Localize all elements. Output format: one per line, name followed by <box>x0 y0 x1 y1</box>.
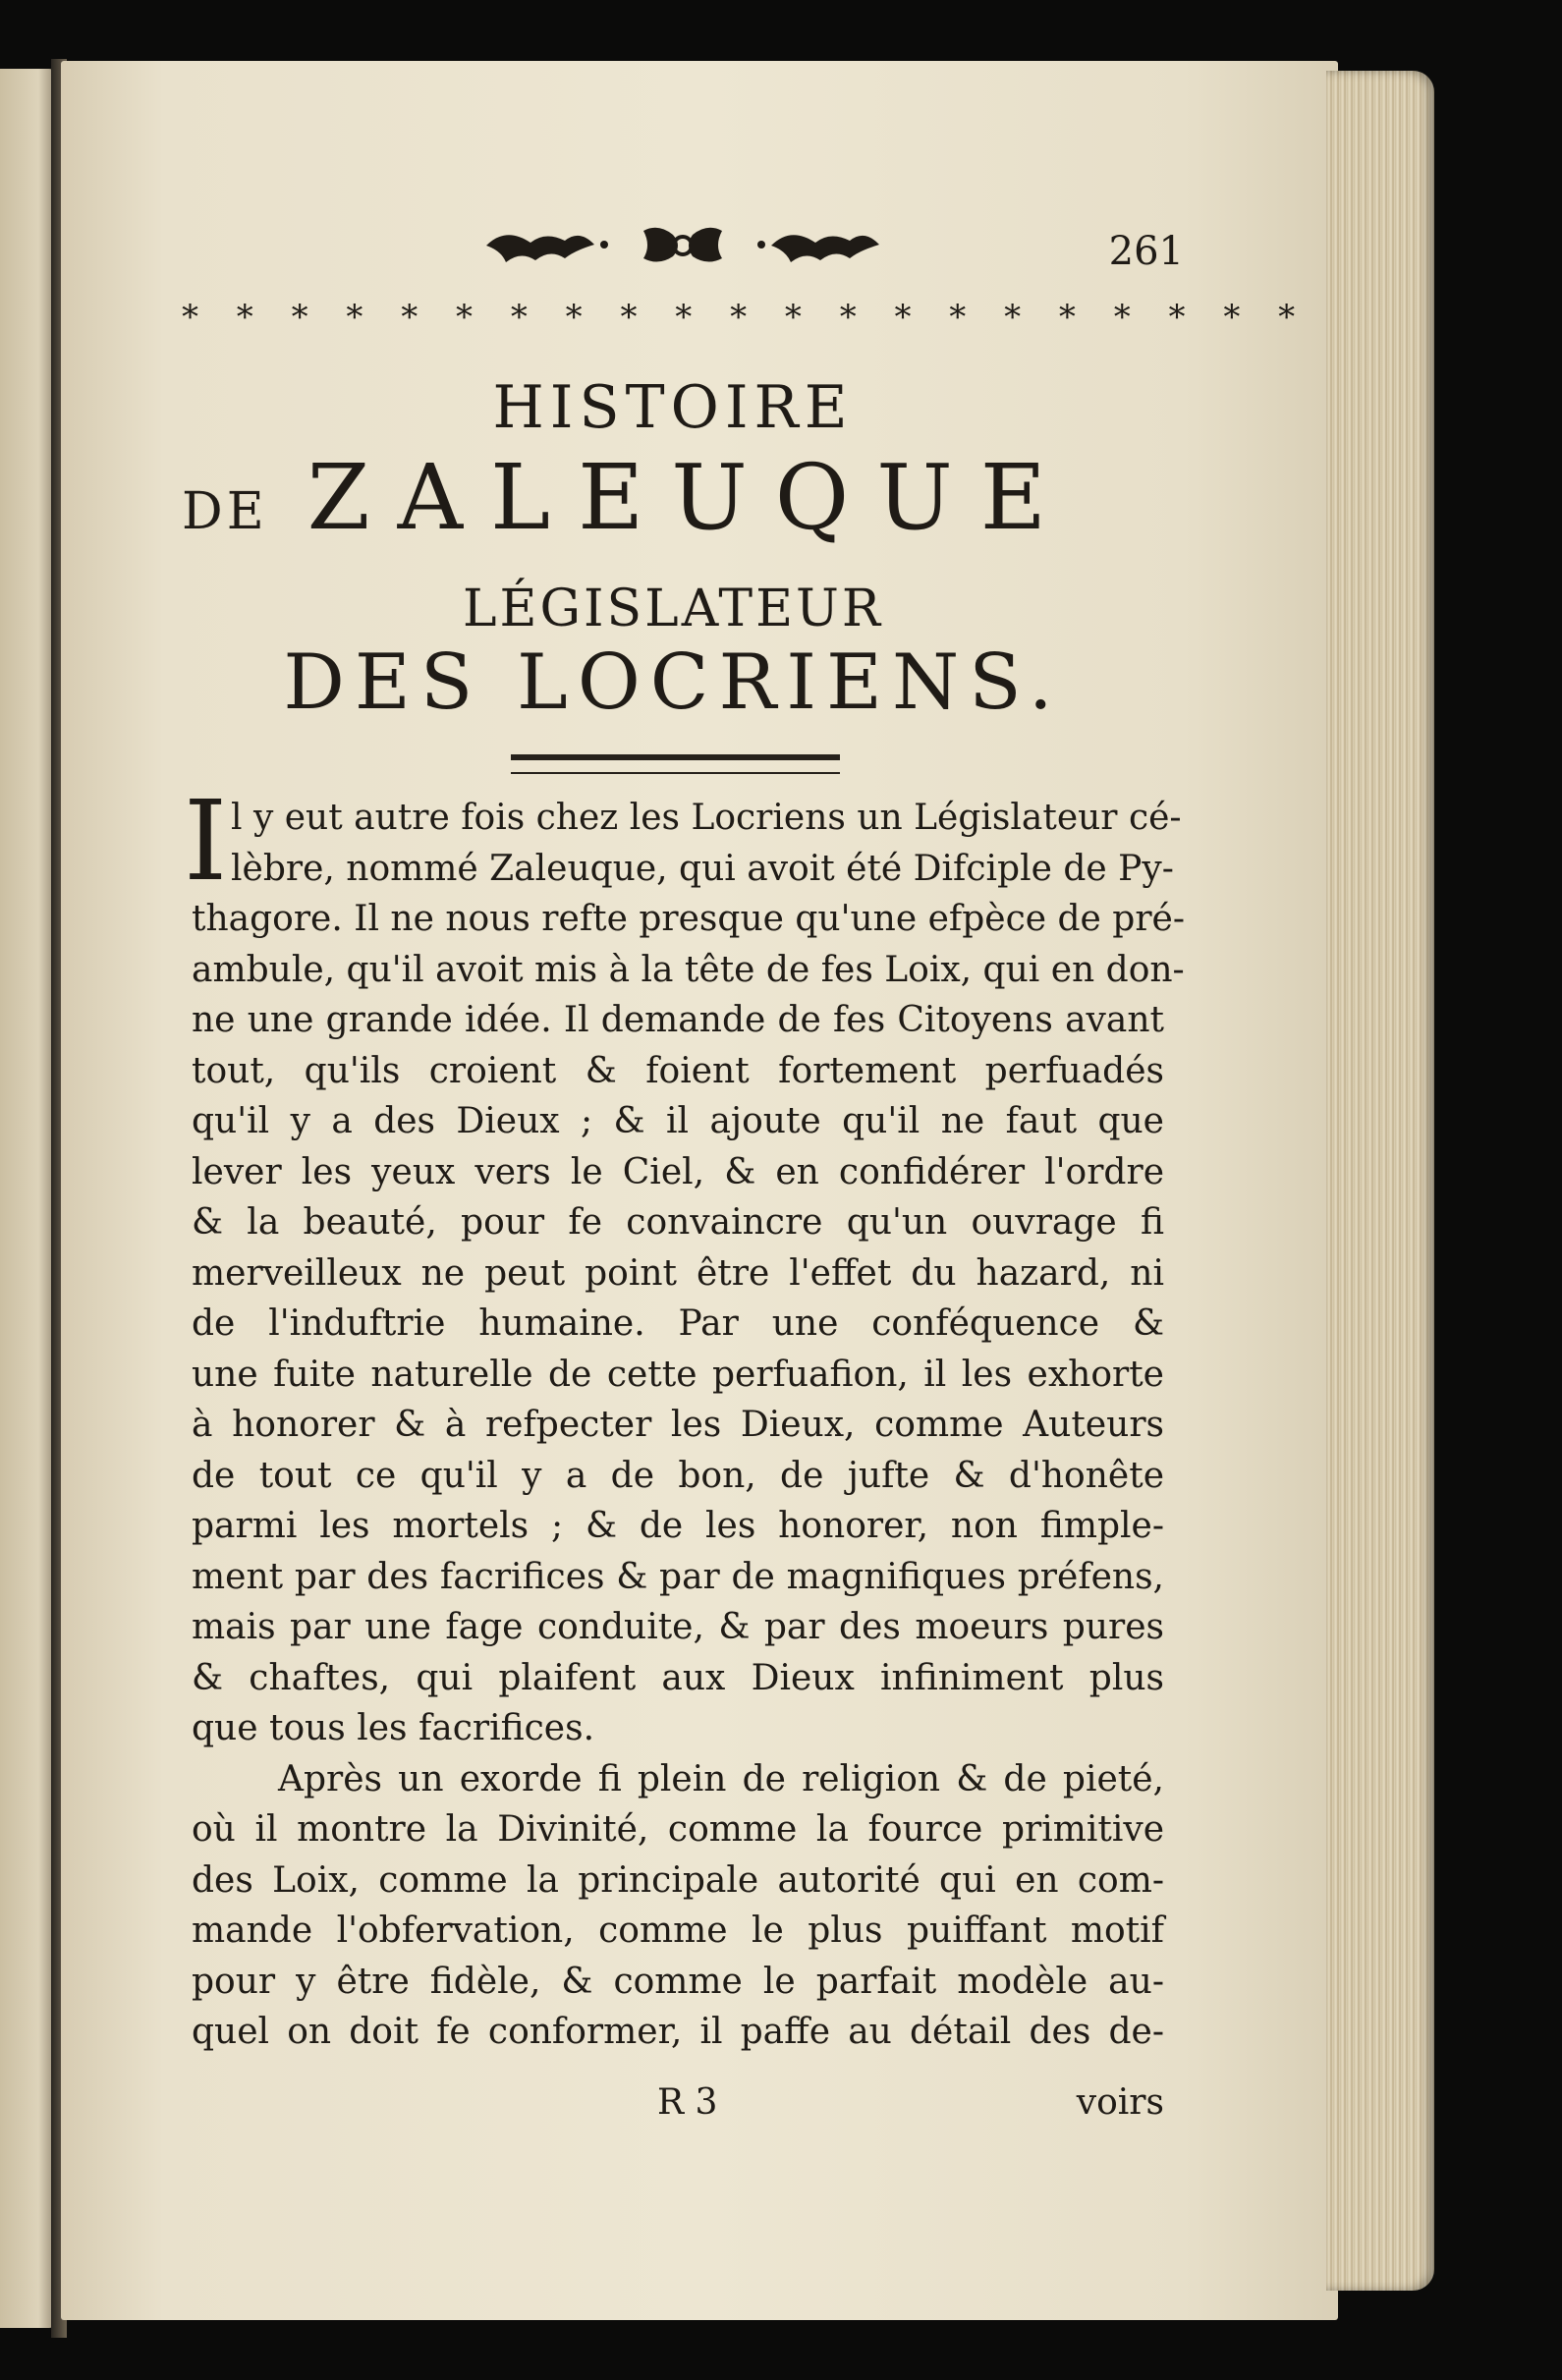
title-histoire: HISTOIRE <box>492 373 854 442</box>
text-line: mais par une fage conduite, & par des moeurs pures <box>192 1607 1164 1647</box>
title-legislateur: LÉGISLATEUR <box>462 580 884 638</box>
text-line: ment par des facrifices & par de magnifiques préfens, <box>192 1556 1164 1597</box>
title-des-locriens: DES LOCRIENS. <box>283 638 1063 727</box>
text-line: une fuite naturelle de cette perfuafion, il les exhorte <box>192 1354 1164 1395</box>
text-line: que tous les facrifices. <box>192 1708 595 1748</box>
text-line: à honorer & à refpecter les Dieux, comme Auteurs <box>192 1405 1164 1445</box>
text-line: thagore. Il ne nous refte presque qu'une efpèce de pré- <box>192 899 1186 939</box>
text-line: & chaftes, qui plaifent aux Dieux infiniment plus <box>192 1657 1164 1698</box>
signature-mark: R 3 <box>657 2082 718 2123</box>
text-line: pour y être fidèle, & comme le parfait modèle au- <box>192 1961 1164 2002</box>
page-footer <box>182 2082 1164 2131</box>
text-line: des Loix, comme la principale autorité qui en com- <box>192 1859 1164 1901</box>
page-stack-edges <box>1326 71 1434 2291</box>
text-line: qu'il y a des Dieux ; & il ajoute qu'il ne faut que <box>192 1101 1164 1141</box>
text-line: ambule, qu'il avoit mis à la tête de fes Loix, qui en don- <box>192 949 1185 990</box>
text-line: où il montre la Divinité, comme la fource primitive <box>192 1809 1164 1850</box>
text-line: ne une grande idée. Il demande de fes Citoyens avant <box>192 1000 1164 1040</box>
text-line: merveilleux ne peut point être l'effet du hazard, ni <box>192 1252 1164 1294</box>
title-de: DE <box>182 482 268 541</box>
text-line: parmi les mortels ; & de les honorer, non fimple- <box>192 1506 1164 1546</box>
ornamental-headpiece <box>476 221 889 270</box>
text-line: & la beauté, pour fe convaincre qu'un ouvrage fi <box>192 1202 1164 1243</box>
text-line: lèbre, nommé Zaleuque, qui avoit été Difciple de Py- <box>231 848 1174 889</box>
paragraph-1 <box>192 793 1186 1754</box>
drop-cap: I <box>184 778 228 906</box>
page-number: 261 <box>1108 229 1184 274</box>
text-line: l y eut autre fois chez les Locriens un Législateur cé- <box>231 798 1182 838</box>
title-de-zaleuque <box>182 445 1164 550</box>
asterisk-rule: * * * * * * * * * * * * * * * * * * * * * <box>182 298 1310 337</box>
title-rule <box>511 754 840 774</box>
paragraph-2 <box>192 1754 1164 2058</box>
body-text <box>184 778 1186 2058</box>
title-zaleuque: ZALEUQUE <box>307 445 1074 550</box>
text-line: tout, qu'ils croient & foient fortement perfuadés <box>192 1050 1164 1091</box>
text-line: Après un exorde fi plein de religion & de pieté, <box>278 1758 1164 1799</box>
text-line: de tout ce qu'il y a de bon, de jufte & d'honête <box>192 1455 1164 1496</box>
text-line: quel on doit fe conformer, il paffe au détail des de- <box>192 2012 1164 2052</box>
text-line: de l'induftrie humaine. Par une conféquence & <box>192 1303 1164 1344</box>
text-line: mande l'obfervation, comme le plus puiffant motif <box>192 1910 1164 1951</box>
text-line: lever les yeux vers le Ciel, & en confidérer l'ordre <box>192 1151 1164 1192</box>
catchword: voirs <box>1076 2082 1164 2123</box>
previous-page-edge <box>0 69 55 2328</box>
